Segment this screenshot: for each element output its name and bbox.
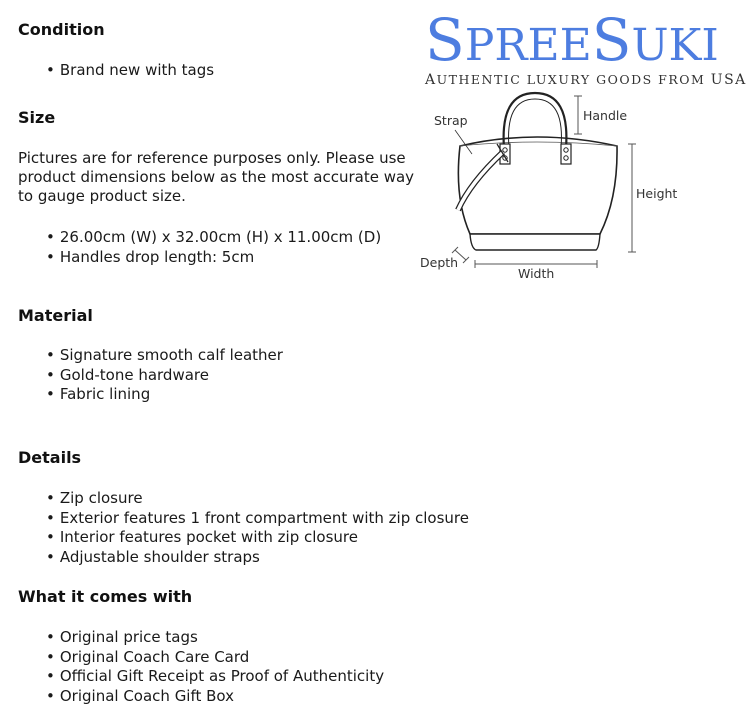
list-item: • Interior features pocket with zip closure <box>46 528 469 548</box>
size-note: Pictures are for reference purposes only. Please use product dimensions below as the most accurate way to gauge product size. <box>18 149 415 205</box>
list-item: • Signature smooth calf leather <box>46 346 283 366</box>
details-heading: Details <box>18 448 82 467</box>
width-label: Width <box>518 266 555 281</box>
list-item: • Exterior features 1 front compartment with zip closure <box>46 509 469 529</box>
list-item: • Gold-tone hardware <box>46 366 283 386</box>
list-item: • Zip closure <box>46 489 469 509</box>
list-item: • Original price tags <box>46 628 384 648</box>
brand-logo <box>425 6 747 88</box>
size-list <box>46 228 381 267</box>
condition-heading: Condition <box>18 20 105 39</box>
logo-tagline: AUTHENTIC LUXURY GOODS FROM USA <box>425 72 747 88</box>
condition-list <box>46 61 214 81</box>
list-item: • Original Coach Care Card <box>46 648 384 668</box>
list-item: • 26.00cm (W) x 32.00cm (H) x 11.00cm (D) <box>46 228 381 248</box>
list-item: • Fabric lining <box>46 385 283 405</box>
list-item: • Official Gift Receipt as Proof of Authenticity <box>46 667 384 687</box>
bag-body-outline <box>458 137 617 234</box>
details-list <box>46 489 469 567</box>
height-label: Height <box>636 186 678 201</box>
material-heading: Material <box>18 306 93 325</box>
list-item: • Brand new with tags <box>46 61 214 81</box>
comes-with-heading: What it comes with <box>18 587 193 606</box>
strap-label: Strap <box>434 113 468 128</box>
logo-wordmark: SPREESUKI <box>425 6 719 74</box>
list-item: • Original Coach Gift Box <box>46 687 384 707</box>
material-list <box>46 346 283 405</box>
list-item: • Adjustable shoulder straps <box>46 548 469 568</box>
bag-bottom-panel <box>470 234 600 250</box>
comes-with-list <box>46 628 384 706</box>
handle-label: Handle <box>583 108 628 123</box>
depth-label: Depth <box>420 255 459 270</box>
list-item: • Handles drop length: 5cm <box>46 248 381 268</box>
size-heading: Size <box>18 108 56 127</box>
